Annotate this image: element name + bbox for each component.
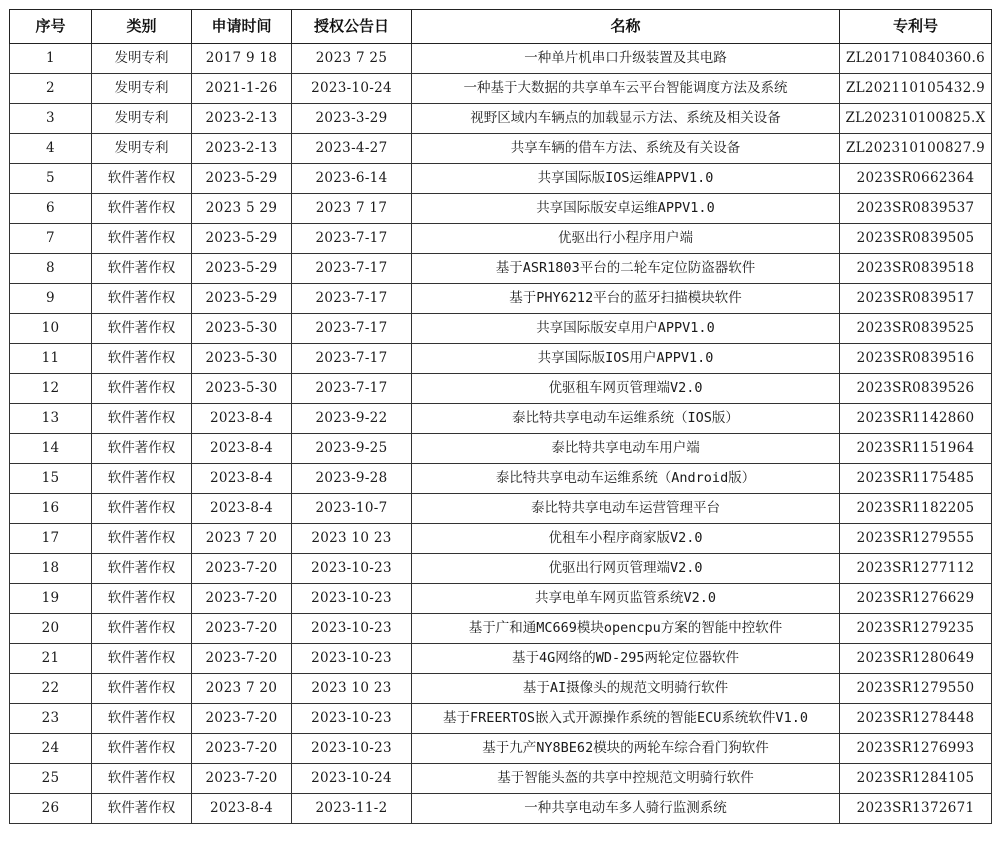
header-grant-date: 授权公告日 (292, 10, 412, 44)
cell-no: 19 (10, 584, 92, 614)
cell-patent-no: 2023SR0839537 (840, 194, 992, 224)
cell-type: 软件著作权 (92, 164, 192, 194)
cell-apply-date: 2023-7-20 (192, 704, 292, 734)
cell-type: 软件著作权 (92, 344, 192, 374)
cell-apply-date: 2023-8-4 (192, 494, 292, 524)
cell-patent-no: 2023SR1142860 (840, 404, 992, 434)
cell-type: 软件著作权 (92, 224, 192, 254)
cell-type: 软件著作权 (92, 614, 192, 644)
cell-apply-date: 2023-8-4 (192, 464, 292, 494)
cell-name: 泰比特共享电动车运维系统（IOS版） (412, 404, 840, 434)
cell-name: 一种基于大数据的共享单车云平台智能调度方法及系统 (412, 74, 840, 104)
cell-type: 软件著作权 (92, 254, 192, 284)
cell-patent-no: 2023SR0839517 (840, 284, 992, 314)
cell-no: 12 (10, 374, 92, 404)
cell-apply-date: 2021-1-26 (192, 74, 292, 104)
cell-patent-no: 2023SR1151964 (840, 434, 992, 464)
cell-name: 基于广和通MC669模块opencpu方案的智能中控软件 (412, 614, 840, 644)
cell-no: 16 (10, 494, 92, 524)
cell-grant-date: 2023-10-23 (292, 704, 412, 734)
cell-apply-date: 2023 7 20 (192, 674, 292, 704)
table-row (10, 704, 992, 734)
cell-grant-date: 2023-4-27 (292, 134, 412, 164)
cell-apply-date: 2017 9 18 (192, 44, 292, 74)
cell-apply-date: 2023-7-20 (192, 734, 292, 764)
table-row (10, 44, 992, 74)
cell-apply-date: 2023-7-20 (192, 644, 292, 674)
cell-name: 基于FREERTOS嵌入式开源操作系统的智能ECU系统软件V1.0 (412, 704, 840, 734)
cell-grant-date: 2023 7 17 (292, 194, 412, 224)
cell-type: 软件著作权 (92, 524, 192, 554)
table-row (10, 344, 992, 374)
patent-table (9, 9, 992, 824)
table-row (10, 464, 992, 494)
cell-patent-no: 2023SR0839516 (840, 344, 992, 374)
cell-type: 软件著作权 (92, 734, 192, 764)
cell-no: 25 (10, 764, 92, 794)
cell-no: 23 (10, 704, 92, 734)
cell-name: 共享国际版安卓运维APPV1.0 (412, 194, 840, 224)
cell-no: 14 (10, 434, 92, 464)
cell-apply-date: 2023-2-13 (192, 134, 292, 164)
cell-grant-date: 2023-10-23 (292, 644, 412, 674)
cell-name: 基于PHY6212平台的蓝牙扫描模块软件 (412, 284, 840, 314)
cell-name: 优租车小程序商家版V2.0 (412, 524, 840, 554)
cell-type: 软件著作权 (92, 374, 192, 404)
cell-grant-date: 2023-7-17 (292, 254, 412, 284)
table-body (10, 44, 992, 824)
cell-grant-date: 2023-10-23 (292, 734, 412, 764)
cell-name: 共享车辆的借车方法、系统及有关设备 (412, 134, 840, 164)
table-row (10, 734, 992, 764)
cell-name: 基于智能头盔的共享中控规范文明骑行软件 (412, 764, 840, 794)
cell-grant-date: 2023-11-2 (292, 794, 412, 824)
cell-patent-no: 2023SR1277112 (840, 554, 992, 584)
cell-apply-date: 2023-5-29 (192, 254, 292, 284)
cell-name: 一种单片机串口升级装置及其电路 (412, 44, 840, 74)
cell-patent-no: 2023SR0839526 (840, 374, 992, 404)
table-row (10, 644, 992, 674)
cell-apply-date: 2023-5-30 (192, 344, 292, 374)
cell-type: 软件著作权 (92, 314, 192, 344)
cell-apply-date: 2023-7-20 (192, 584, 292, 614)
cell-type: 软件著作权 (92, 284, 192, 314)
cell-name: 泰比特共享电动车运维系统（Android版） (412, 464, 840, 494)
table-header (10, 10, 992, 44)
header-patent-no: 专利号 (840, 10, 992, 44)
cell-apply-date: 2023-5-30 (192, 374, 292, 404)
cell-patent-no: 2023SR0839518 (840, 254, 992, 284)
cell-name: 基于AI摄像头的规范文明骑行软件 (412, 674, 840, 704)
table-row (10, 494, 992, 524)
cell-type: 软件著作权 (92, 674, 192, 704)
table-row (10, 284, 992, 314)
cell-name: 视野区域内车辆点的加载显示方法、系统及相关设备 (412, 104, 840, 134)
cell-patent-no: 2023SR1175485 (840, 464, 992, 494)
cell-apply-date: 2023-8-4 (192, 434, 292, 464)
cell-no: 20 (10, 614, 92, 644)
cell-no: 24 (10, 734, 92, 764)
cell-grant-date: 2023-7-17 (292, 314, 412, 344)
table-row (10, 434, 992, 464)
cell-patent-no: ZL202310100825.X (840, 104, 992, 134)
cell-grant-date: 2023-10-23 (292, 614, 412, 644)
cell-name: 优驱租车网页管理端V2.0 (412, 374, 840, 404)
table-row (10, 164, 992, 194)
table-row (10, 224, 992, 254)
header-no: 序号 (10, 10, 92, 44)
cell-grant-date: 2023-3-29 (292, 104, 412, 134)
table-row (10, 194, 992, 224)
cell-type: 软件著作权 (92, 194, 192, 224)
cell-apply-date: 2023-5-30 (192, 314, 292, 344)
cell-name: 一种共享电动车多人骑行监测系统 (412, 794, 840, 824)
cell-patent-no: 2023SR1279555 (840, 524, 992, 554)
cell-name: 泰比特共享电动车用户端 (412, 434, 840, 464)
cell-patent-no: 2023SR1279550 (840, 674, 992, 704)
table-row (10, 614, 992, 644)
cell-grant-date: 2023-9-25 (292, 434, 412, 464)
cell-no: 8 (10, 254, 92, 284)
cell-patent-no: 2023SR1276993 (840, 734, 992, 764)
cell-no: 11 (10, 344, 92, 374)
cell-no: 15 (10, 464, 92, 494)
cell-grant-date: 2023-6-14 (292, 164, 412, 194)
table-row (10, 404, 992, 434)
cell-type: 软件著作权 (92, 584, 192, 614)
cell-grant-date: 2023-10-23 (292, 584, 412, 614)
cell-patent-no: 2023SR1280649 (840, 644, 992, 674)
cell-type: 发明专利 (92, 44, 192, 74)
cell-apply-date: 2023 5 29 (192, 194, 292, 224)
header-apply-date: 申请时间 (192, 10, 292, 44)
cell-name: 共享国际版IOS运维APPV1.0 (412, 164, 840, 194)
cell-no: 1 (10, 44, 92, 74)
table-row (10, 554, 992, 584)
cell-grant-date: 2023-10-24 (292, 764, 412, 794)
table-row (10, 764, 992, 794)
cell-grant-date: 2023 10 23 (292, 674, 412, 704)
cell-no: 7 (10, 224, 92, 254)
cell-patent-no: 2023SR1279235 (840, 614, 992, 644)
header-type: 类别 (92, 10, 192, 44)
cell-apply-date: 2023-8-4 (192, 404, 292, 434)
cell-grant-date: 2023-7-17 (292, 374, 412, 404)
cell-patent-no: 2023SR1276629 (840, 584, 992, 614)
cell-patent-no: 2023SR0839505 (840, 224, 992, 254)
cell-name: 共享国际版IOS用户APPV1.0 (412, 344, 840, 374)
cell-grant-date: 2023-10-24 (292, 74, 412, 104)
cell-no: 4 (10, 134, 92, 164)
cell-patent-no: 2023SR0662364 (840, 164, 992, 194)
cell-patent-no: 2023SR1278448 (840, 704, 992, 734)
cell-name: 共享电单车网页监管系统V2.0 (412, 584, 840, 614)
cell-type: 发明专利 (92, 104, 192, 134)
table-row (10, 794, 992, 824)
cell-no: 5 (10, 164, 92, 194)
cell-apply-date: 2023-2-13 (192, 104, 292, 134)
cell-patent-no: ZL202110105432.9 (840, 74, 992, 104)
cell-grant-date: 2023-10-23 (292, 554, 412, 584)
table-row (10, 254, 992, 284)
cell-name: 基于4G网络的WD-295两轮定位器软件 (412, 644, 840, 674)
table-row (10, 314, 992, 344)
cell-name: 泰比特共享电动车运营管理平台 (412, 494, 840, 524)
cell-apply-date: 2023-5-29 (192, 284, 292, 314)
cell-no: 3 (10, 104, 92, 134)
table-row (10, 74, 992, 104)
cell-no: 22 (10, 674, 92, 704)
cell-name: 优驱出行小程序用户端 (412, 224, 840, 254)
header-name: 名称 (412, 10, 840, 44)
cell-no: 6 (10, 194, 92, 224)
cell-apply-date: 2023-7-20 (192, 764, 292, 794)
cell-grant-date: 2023-10-7 (292, 494, 412, 524)
cell-no: 9 (10, 284, 92, 314)
cell-grant-date: 2023-7-17 (292, 224, 412, 254)
cell-name: 基于ASR1803平台的二轮车定位防盗器软件 (412, 254, 840, 284)
cell-grant-date: 2023-9-28 (292, 464, 412, 494)
cell-type: 软件著作权 (92, 794, 192, 824)
table-row (10, 674, 992, 704)
cell-type: 软件著作权 (92, 764, 192, 794)
header-row (10, 10, 992, 44)
table-row (10, 524, 992, 554)
cell-type: 软件著作权 (92, 644, 192, 674)
cell-patent-no: ZL201710840360.6 (840, 44, 992, 74)
cell-grant-date: 2023 7 25 (292, 44, 412, 74)
cell-type: 软件著作权 (92, 704, 192, 734)
cell-patent-no: 2023SR1182205 (840, 494, 992, 524)
cell-apply-date: 2023-7-20 (192, 554, 292, 584)
cell-grant-date: 2023-7-17 (292, 344, 412, 374)
cell-apply-date: 2023 7 20 (192, 524, 292, 554)
cell-type: 软件著作权 (92, 554, 192, 584)
cell-type: 软件著作权 (92, 434, 192, 464)
cell-no: 10 (10, 314, 92, 344)
cell-apply-date: 2023-7-20 (192, 614, 292, 644)
cell-no: 13 (10, 404, 92, 434)
cell-name: 基于九产NY8BE62模块的两轮车综合看门狗软件 (412, 734, 840, 764)
cell-patent-no: 2023SR1284105 (840, 764, 992, 794)
table-row (10, 134, 992, 164)
cell-grant-date: 2023-7-17 (292, 284, 412, 314)
cell-apply-date: 2023-8-4 (192, 794, 292, 824)
cell-name: 优驱出行网页管理端V2.0 (412, 554, 840, 584)
cell-no: 26 (10, 794, 92, 824)
cell-type: 发明专利 (92, 74, 192, 104)
cell-no: 17 (10, 524, 92, 554)
cell-no: 2 (10, 74, 92, 104)
table-row (10, 104, 992, 134)
cell-type: 发明专利 (92, 134, 192, 164)
cell-type: 软件著作权 (92, 464, 192, 494)
cell-name: 共享国际版安卓用户APPV1.0 (412, 314, 840, 344)
cell-no: 18 (10, 554, 92, 584)
cell-apply-date: 2023-5-29 (192, 224, 292, 254)
cell-patent-no: 2023SR0839525 (840, 314, 992, 344)
cell-patent-no: ZL202310100827.9 (840, 134, 992, 164)
table-row (10, 584, 992, 614)
cell-grant-date: 2023-9-22 (292, 404, 412, 434)
cell-no: 21 (10, 644, 92, 674)
cell-grant-date: 2023 10 23 (292, 524, 412, 554)
cell-type: 软件著作权 (92, 404, 192, 434)
cell-apply-date: 2023-5-29 (192, 164, 292, 194)
table-row (10, 374, 992, 404)
cell-patent-no: 2023SR1372671 (840, 794, 992, 824)
cell-type: 软件著作权 (92, 494, 192, 524)
